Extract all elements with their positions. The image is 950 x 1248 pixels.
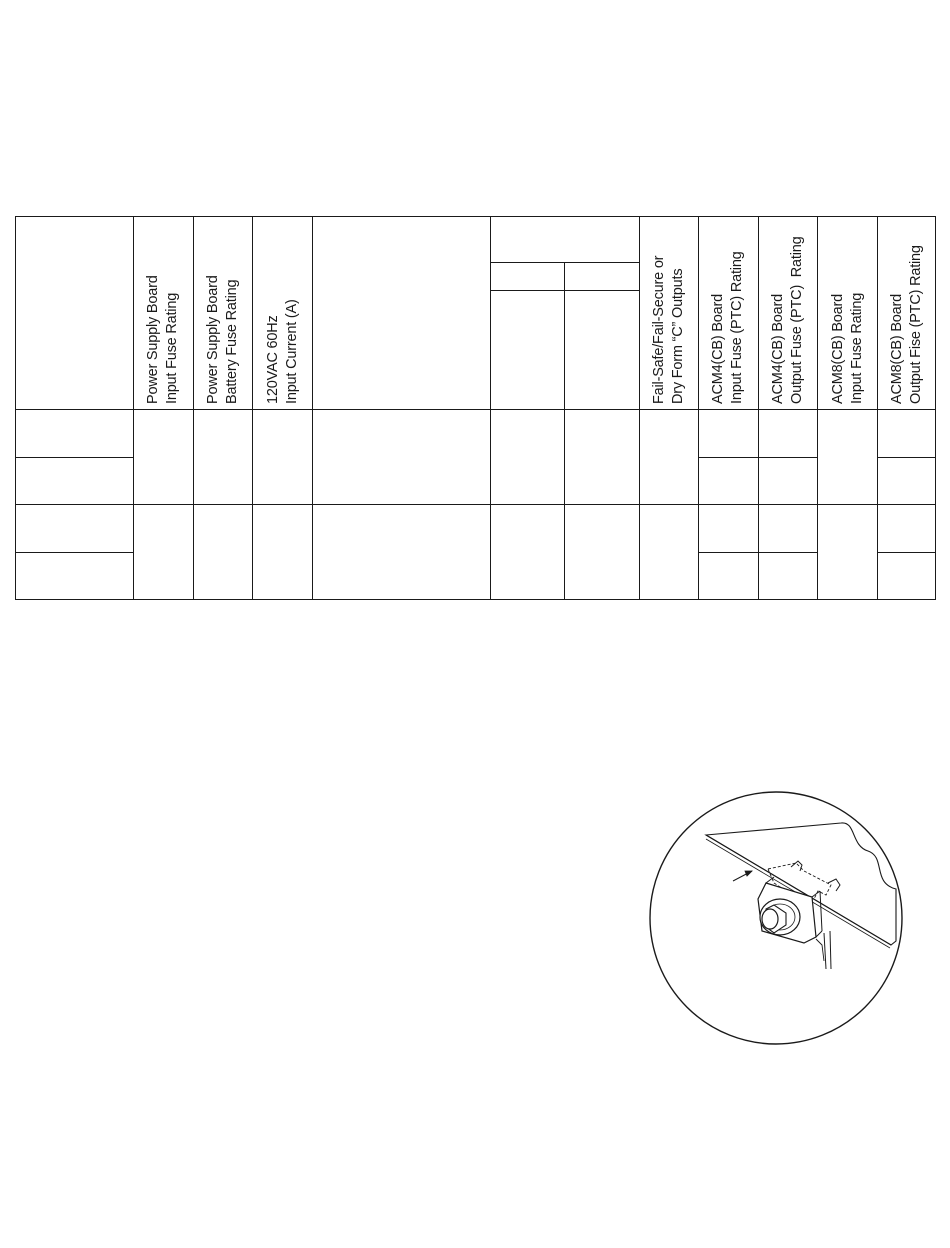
lead-2	[830, 931, 831, 969]
knob-end	[762, 909, 778, 929]
body-mid-line	[15, 504, 936, 505]
lead-bend	[816, 939, 824, 961]
row-line-1c	[877, 457, 936, 458]
header-acm8-input-line-1: ACM8(CB) Board	[830, 293, 846, 404]
header-ps-input-fuse-line-2: Input Fuse Rating	[164, 292, 180, 404]
header-ps-input-fuse-line-1: Power Supply Board	[145, 275, 161, 404]
col-divider-7	[639, 216, 640, 600]
table-right-border	[935, 216, 936, 600]
header-input-current-line-1: 120VAC 60Hz	[265, 315, 281, 404]
row-line-1a	[15, 457, 134, 458]
row-line-2a	[15, 552, 134, 553]
header-acm8-output-line-1: ACM8(CB) Board	[889, 293, 905, 404]
header-acm4-output-line-2: Output Fuse (PTC) Rating	[789, 236, 805, 404]
table-left-border	[15, 216, 16, 600]
header-fail-safe-line-1: Fail-Safe/Fail-Secure or	[651, 255, 667, 404]
board-mounting-detail-illustration	[646, 791, 916, 1061]
table-top-border	[15, 216, 936, 217]
header-fail-safe-line-2: Dry Form “C” Outputs	[670, 268, 686, 404]
table-bottom-border	[15, 599, 936, 600]
lead-1	[824, 933, 826, 969]
col-divider-5	[490, 216, 491, 600]
header-ps-battery-fuse-line-1: Power Supply Board	[205, 275, 221, 404]
header-acm8-output-line-2: Output Fise (PTC) Rating	[908, 245, 924, 404]
component-edge-3	[816, 931, 822, 937]
header-acm4-input-line-2: Input Fuse (PTC) Rating	[729, 251, 745, 404]
col-divider-3	[252, 216, 253, 600]
col-divider-10	[817, 216, 818, 600]
header-acm4-input-line-1: ACM4(CB) Board	[710, 293, 726, 404]
header-acm4-output-line-1: ACM4(CB) Board	[770, 293, 786, 404]
row-line-2c	[877, 552, 936, 553]
col-divider-2	[193, 216, 194, 600]
col-divider-4	[312, 216, 313, 600]
col-divider-6	[564, 262, 565, 600]
col-divider-11	[877, 216, 878, 600]
header-input-current-line-2: Input Current (A)	[284, 299, 300, 404]
pointer-arrow-head	[745, 871, 752, 876]
col-divider-8	[698, 216, 699, 600]
col-divider-9	[758, 216, 759, 600]
col-divider-1	[133, 216, 134, 600]
header-acm8-input-line-2: Input Fuse Rating	[849, 292, 865, 404]
header-divider	[15, 409, 936, 410]
header-ps-battery-fuse-line-2: Battery Fuse Rating	[224, 279, 240, 404]
